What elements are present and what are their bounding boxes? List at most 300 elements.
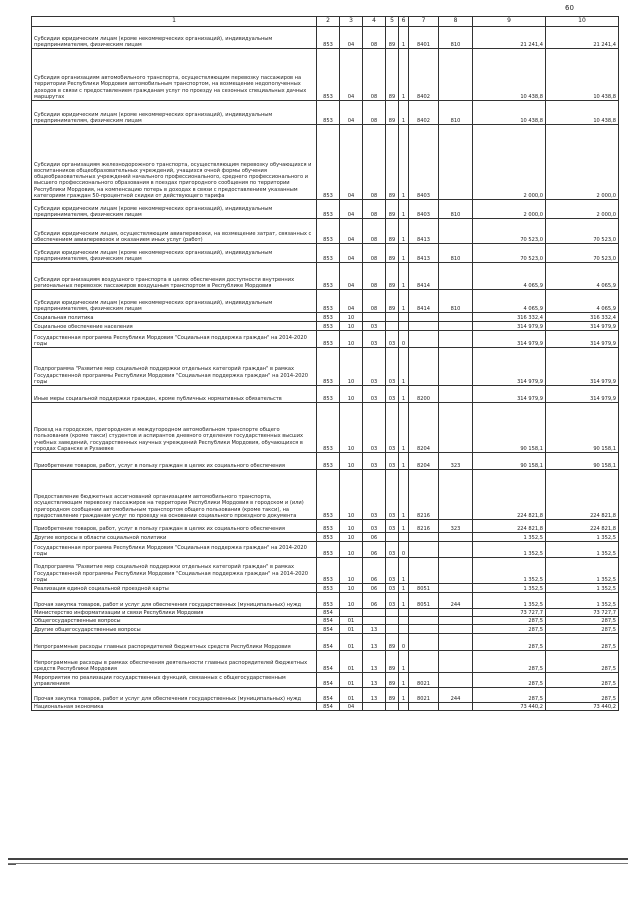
budget-item-name: Прочая закупка товаров, работ и услуг для обеспечения государственных (муниципальных) нужд [32, 593, 317, 609]
amount-cell: 287,5 [473, 651, 546, 673]
table-row [32, 49, 619, 101]
admin-code: 853 [317, 584, 340, 593]
table-row [32, 470, 619, 520]
admin-code: 853 [317, 453, 340, 470]
program-code: 89 [386, 219, 399, 244]
amount-cell: 314 979,9 [473, 331, 546, 348]
expense-type-code: 810 [439, 200, 473, 219]
amount-cell: 314 979,9 [546, 322, 619, 331]
section-code: 10 [340, 348, 363, 386]
amount-cell: 70 523,0 [546, 219, 619, 244]
amount-cell: 314 979,9 [546, 348, 619, 386]
subsection-code: 13 [363, 673, 386, 688]
bottom-rule [8, 858, 628, 864]
expense-type-code: 810 [439, 244, 473, 263]
subprogram-code: 1 [399, 263, 409, 290]
expense-type-code [439, 348, 473, 386]
expense-type-code [439, 584, 473, 593]
amount-cell: 287,5 [473, 688, 546, 703]
subprogram-code [399, 313, 409, 322]
budget-item-name: Субсидии юридическим лицам, осуществляющим авиаперевозки, на возмещение затрат, связанных с обеспечением авиаперевозок и оказанием иных услуг (работ) [32, 219, 317, 244]
expense-type-code [439, 533, 473, 542]
admin-code: 854 [317, 673, 340, 688]
section-code: 04 [340, 27, 363, 49]
section-code: 01 [340, 651, 363, 673]
expense-type-code [439, 49, 473, 101]
amount-cell: 1 352,5 [546, 558, 619, 584]
program-code: 03 [386, 453, 399, 470]
budget-item-name: Субсидии юридическим лицам (кроме некоммерческих организаций), индивидуальным предпринимателям, физическим лицам [32, 244, 317, 263]
admin-code: 854 [317, 617, 340, 625]
section-code: 10 [340, 542, 363, 558]
expense-type-code [439, 558, 473, 584]
budget-item-name: Субсидия организациям автомобильного транспорта, осуществляющим перевозку пассажиров на территории Республики Мордовия автомобильным транспортом, на возмещение недополученных доходов в связи с предоставлением гражданам услуг по проезду на сезонных специальных дачных маршрутах [32, 49, 317, 101]
amount-cell: 287,5 [473, 673, 546, 688]
budget-item-name: Мероприятия по реализации государственных функций, связанных с общегосударственным управлением [32, 673, 317, 688]
amount-cell: 90 158,1 [473, 403, 546, 453]
program-code: 03 [386, 584, 399, 593]
section-code: 01 [340, 688, 363, 703]
amount-cell: 314 979,9 [546, 331, 619, 348]
program-code: 89 [386, 290, 399, 313]
direction-code: 8402 [409, 49, 439, 101]
subprogram-code: 1 [399, 348, 409, 386]
subprogram-code [399, 533, 409, 542]
direction-code: 8021 [409, 673, 439, 688]
budget-item-name: Социальная политика [32, 313, 317, 322]
expense-type-code [439, 609, 473, 617]
direction-code [409, 533, 439, 542]
subprogram-code: 1 [399, 49, 409, 101]
subsection-code: 08 [363, 200, 386, 219]
subsection-code: 03 [363, 348, 386, 386]
budget-item-name: Другие вопросы в области социальной политики [32, 533, 317, 542]
amount-cell: 10 438,8 [473, 49, 546, 101]
program-code: 03 [386, 348, 399, 386]
amount-cell: 73 440,2 [546, 703, 619, 711]
subsection-code: 03 [363, 386, 386, 403]
subsection-code: 08 [363, 263, 386, 290]
budget-item-name: Субсидии юридическим лицам (кроме некоммерческих организаций), индивидуальным предпринимателям, физическим лицам [32, 27, 317, 49]
budget-item-name: Непрограммные расходы главных распорядителей бюджетных средств Республики Мордовия [32, 634, 317, 651]
section-code: 10 [340, 533, 363, 542]
program-code [386, 617, 399, 625]
direction-code [409, 313, 439, 322]
admin-code: 853 [317, 313, 340, 322]
expense-type-code: 244 [439, 593, 473, 609]
direction-code [409, 558, 439, 584]
budget-item-name: Государственная программа Республики Мордовия "Социальная поддержка граждан" на 2014-2020 годы [32, 331, 317, 348]
subprogram-code [399, 703, 409, 711]
section-code: 10 [340, 520, 363, 533]
table-row [32, 617, 619, 625]
expense-type-code [439, 125, 473, 200]
budget-item-name: Социальное обеспечение населения [32, 322, 317, 331]
program-code [386, 609, 399, 617]
table-row [32, 263, 619, 290]
admin-code: 853 [317, 520, 340, 533]
direction-code: 8403 [409, 125, 439, 200]
amount-cell: 1 352,5 [546, 533, 619, 542]
section-code: 10 [340, 453, 363, 470]
program-code: 89 [386, 27, 399, 49]
subprogram-code: 1 [399, 290, 409, 313]
subsection-code [363, 617, 386, 625]
subsection-code: 08 [363, 290, 386, 313]
amount-cell: 1 352,5 [473, 542, 546, 558]
header-cell: 4 [363, 17, 386, 27]
direction-code: 8204 [409, 453, 439, 470]
admin-code: 853 [317, 542, 340, 558]
header-cell: 10 [546, 17, 619, 27]
admin-code: 853 [317, 470, 340, 520]
section-code: 04 [340, 244, 363, 263]
table-row [32, 290, 619, 313]
subsection-code: 08 [363, 101, 386, 125]
budget-item-name: Национальная экономика [32, 703, 317, 711]
amount-cell: 224 821,8 [473, 520, 546, 533]
header-row [32, 17, 619, 27]
amount-cell: 287,5 [546, 651, 619, 673]
amount-cell: 70 523,0 [546, 244, 619, 263]
subsection-code: 13 [363, 625, 386, 634]
expense-type-code: 810 [439, 27, 473, 49]
section-code: 10 [340, 593, 363, 609]
amount-cell: 314 979,9 [473, 386, 546, 403]
table-row [32, 558, 619, 584]
program-code: 89 [386, 200, 399, 219]
direction-code [409, 348, 439, 386]
section-code: 04 [340, 703, 363, 711]
admin-code: 853 [317, 558, 340, 584]
expense-type-code [439, 625, 473, 634]
header-cell: 8 [439, 17, 473, 27]
direction-code: 8401 [409, 27, 439, 49]
section-code: 04 [340, 200, 363, 219]
table-body [32, 27, 619, 711]
admin-code: 853 [317, 403, 340, 453]
amount-cell: 70 523,0 [473, 219, 546, 244]
amount-cell: 287,5 [546, 634, 619, 651]
budget-item-name: Непрограммные расходы в рамках обеспечения деятельности главных распорядителей бюджетных средств Республики Мордовия [32, 651, 317, 673]
section-code: 10 [340, 558, 363, 584]
subsection-code: 03 [363, 453, 386, 470]
amount-cell: 1 352,5 [473, 558, 546, 584]
program-code: 03 [386, 470, 399, 520]
subsection-code: 03 [363, 322, 386, 331]
amount-cell: 1 352,5 [546, 584, 619, 593]
amount-cell: 314 979,9 [546, 386, 619, 403]
amount-cell: 316 332,4 [546, 313, 619, 322]
subsection-code: 13 [363, 634, 386, 651]
subprogram-code: 1 [399, 27, 409, 49]
budget-item-name: Субсидии организациям железнодорожного транспорта, осуществляющим перевозку обучающихся и воспитанников общеобразовательных учреждений, учащихся очной формы обучения общеобразовательных учреждений начального профессионального, среднего профессионального и высшего профессионального образования в поездах пригородного сообщения по территории Республики Мордовия, на компенсацию потерь в доходах в связи с предоставлением указанным категориям граждан 50-процентной скидки от действующего тарифа [32, 125, 317, 200]
admin-code: 854 [317, 634, 340, 651]
admin-code: 853 [317, 219, 340, 244]
program-code: 03 [386, 593, 399, 609]
expense-type-code [439, 322, 473, 331]
subsection-code: 06 [363, 558, 386, 584]
table-row [32, 125, 619, 200]
amount-cell: 314 979,9 [473, 322, 546, 331]
amount-cell: 73 727,7 [546, 609, 619, 617]
program-code: 03 [386, 542, 399, 558]
amount-cell: 2 000,0 [473, 200, 546, 219]
table-row [32, 593, 619, 609]
table-row [32, 625, 619, 634]
table-row [32, 520, 619, 533]
subsection-code: 08 [363, 49, 386, 101]
direction-code: 8402 [409, 101, 439, 125]
subprogram-code: 1 [399, 453, 409, 470]
section-code: 04 [340, 263, 363, 290]
expense-type-code [439, 542, 473, 558]
amount-cell: 73 727,7 [473, 609, 546, 617]
budget-item-name: Министерство информатизации и связи Республики Мордовия [32, 609, 317, 617]
amount-cell: 287,5 [546, 617, 619, 625]
direction-code [409, 651, 439, 673]
subsection-code [363, 609, 386, 617]
amount-cell: 73 440,2 [473, 703, 546, 711]
subprogram-code: 1 [399, 651, 409, 673]
amount-cell: 1 352,5 [473, 533, 546, 542]
amount-cell: 314 979,9 [473, 348, 546, 386]
admin-code: 854 [317, 609, 340, 617]
section-code: 10 [340, 584, 363, 593]
budget-item-name: Субсидии организациям воздушного транспорта в целях обеспечения доступности внутренних региональных перевозок пассажиров воздушным транспортом в Республике Мордовия [32, 263, 317, 290]
program-code [386, 313, 399, 322]
section-code: 10 [340, 403, 363, 453]
subprogram-code: 1 [399, 403, 409, 453]
expense-type-code [439, 651, 473, 673]
subsection-code: 06 [363, 533, 386, 542]
program-code: 89 [386, 125, 399, 200]
direction-code: 8200 [409, 386, 439, 403]
direction-code [409, 542, 439, 558]
amount-cell: 70 523,0 [473, 244, 546, 263]
table-row [32, 244, 619, 263]
subsection-code: 03 [363, 403, 386, 453]
section-code: 04 [340, 219, 363, 244]
subsection-code: 03 [363, 520, 386, 533]
section-code: 01 [340, 673, 363, 688]
budget-item-name: Иные меры социальной поддержки граждан, кроме публичных нормативных обязательств [32, 386, 317, 403]
header-cell: 9 [473, 17, 546, 27]
admin-code: 853 [317, 27, 340, 49]
subsection-code: 06 [363, 593, 386, 609]
expense-type-code [439, 617, 473, 625]
expense-type-code [439, 470, 473, 520]
program-code: 03 [386, 403, 399, 453]
amount-cell: 90 158,1 [473, 453, 546, 470]
subprogram-code: 1 [399, 125, 409, 200]
direction-code: 8413 [409, 244, 439, 263]
subprogram-code [399, 609, 409, 617]
program-code: 89 [386, 688, 399, 703]
direction-code [409, 634, 439, 651]
section-code: 04 [340, 290, 363, 313]
subprogram-code: 1 [399, 219, 409, 244]
section-code: 04 [340, 49, 363, 101]
section-code: 01 [340, 625, 363, 634]
table-row [32, 322, 619, 331]
section-code: 10 [340, 331, 363, 348]
expense-type-code [439, 673, 473, 688]
admin-code: 853 [317, 200, 340, 219]
amount-cell: 287,5 [473, 625, 546, 634]
section-code: 10 [340, 386, 363, 403]
section-code: 10 [340, 322, 363, 331]
direction-code: 8414 [409, 290, 439, 313]
program-code [386, 533, 399, 542]
budget-item-name: Предоставление бюджетных ассигнований организациям автомобильного транспорта, осуществляющим перевозку пассажиров на территории Республики Мордовия в городском и (или) пригородном сообщении автомобильным транспортом общего пользования (кроме такси), на предоставление гражданам услуг по проезду на основании социального проездного документа [32, 470, 317, 520]
table-row [32, 651, 619, 673]
subprogram-code: 0 [399, 331, 409, 348]
amount-cell: 90 158,1 [546, 403, 619, 453]
expense-type-code [439, 634, 473, 651]
direction-code: 8051 [409, 593, 439, 609]
direction-code [409, 625, 439, 634]
program-code [386, 703, 399, 711]
admin-code: 853 [317, 593, 340, 609]
program-code: 03 [386, 331, 399, 348]
admin-code: 853 [317, 322, 340, 331]
admin-code: 854 [317, 703, 340, 711]
subsection-code: 13 [363, 688, 386, 703]
amount-cell: 4 065,9 [473, 263, 546, 290]
amount-cell: 4 065,9 [546, 290, 619, 313]
amount-cell: 10 438,8 [546, 101, 619, 125]
program-code: 03 [386, 520, 399, 533]
admin-code: 853 [317, 331, 340, 348]
subprogram-code: 0 [399, 542, 409, 558]
direction-code [409, 331, 439, 348]
amount-cell: 21 241,4 [546, 27, 619, 49]
amount-cell: 287,5 [473, 617, 546, 625]
admin-code: 854 [317, 625, 340, 634]
expense-type-code: 810 [439, 290, 473, 313]
subprogram-code: 1 [399, 200, 409, 219]
expense-type-code [439, 386, 473, 403]
program-code: 89 [386, 244, 399, 263]
expense-type-code [439, 403, 473, 453]
header-cell: 7 [409, 17, 439, 27]
expense-type-code [439, 331, 473, 348]
section-code: 01 [340, 617, 363, 625]
table-row [32, 453, 619, 470]
subsection-code: 03 [363, 331, 386, 348]
table-row [32, 200, 619, 219]
admin-code: 853 [317, 263, 340, 290]
subprogram-code [399, 617, 409, 625]
amount-cell: 316 332,4 [473, 313, 546, 322]
direction-code [409, 703, 439, 711]
expense-type-code [439, 313, 473, 322]
table-row [32, 609, 619, 617]
budget-item-name: Приобретение товаров, работ, услуг в пользу граждан в целях их социального обеспечения [32, 453, 317, 470]
amount-cell: 287,5 [546, 625, 619, 634]
admin-code: 853 [317, 125, 340, 200]
amount-cell: 224 821,8 [546, 520, 619, 533]
direction-code [409, 322, 439, 331]
table-row [32, 386, 619, 403]
direction-code: 8414 [409, 263, 439, 290]
section-code: 10 [340, 470, 363, 520]
header-cell: 6 [399, 17, 409, 27]
admin-code: 853 [317, 244, 340, 263]
table-row [32, 331, 619, 348]
budget-item-name: Приобретение товаров, работ, услуг в пользу граждан в целях их социального обеспечения [32, 520, 317, 533]
expense-type-code: 323 [439, 453, 473, 470]
program-code: 03 [386, 386, 399, 403]
amount-cell: 10 438,8 [546, 49, 619, 101]
section-code [340, 609, 363, 617]
header-cell: 3 [340, 17, 363, 27]
section-code: 04 [340, 125, 363, 200]
program-code [386, 625, 399, 634]
amount-cell: 10 438,8 [473, 101, 546, 125]
expense-type-code [439, 219, 473, 244]
table-row [32, 533, 619, 542]
direction-code: 8216 [409, 470, 439, 520]
admin-code: 853 [317, 49, 340, 101]
admin-code: 853 [317, 386, 340, 403]
admin-code: 853 [317, 533, 340, 542]
amount-cell: 287,5 [473, 634, 546, 651]
table-row [32, 101, 619, 125]
amount-cell: 1 352,5 [546, 542, 619, 558]
subprogram-code: 1 [399, 593, 409, 609]
subsection-code: 08 [363, 27, 386, 49]
direction-code [409, 609, 439, 617]
subsection-code [363, 313, 386, 322]
budget-item-name: Реализация единой социальной проездной карты [32, 584, 317, 593]
table-row [32, 703, 619, 711]
expense-type-code: 244 [439, 688, 473, 703]
direction-code: 8021 [409, 688, 439, 703]
bottom-rule-mark [8, 864, 16, 865]
subsection-code: 06 [363, 584, 386, 593]
amount-cell: 4 065,9 [546, 263, 619, 290]
budget-item-name: Подпрограмма "Развитие мер социальной поддержки отдельных категорий граждан" в рамках Государственной программы Республики Мордовия "Социальная поддержка граждан" на 2014-2020 годы [32, 558, 317, 584]
direction-code [409, 617, 439, 625]
amount-cell: 21 241,4 [473, 27, 546, 49]
subsection-code: 13 [363, 651, 386, 673]
budget-item-name: Государственная программа Республики Мордовия "Социальная поддержка граждан" на 2014-2020 годы [32, 542, 317, 558]
section-code: 01 [340, 634, 363, 651]
budget-item-name: Подпрограмма "Развитие мер социальной поддержки отдельных категорий граждан" в рамках Государственной программы Республики Мордовия "Социальная поддержка граждан" на 2014-2020 годы [32, 348, 317, 386]
table-row [32, 688, 619, 703]
section-code: 04 [340, 101, 363, 125]
amount-cell: 2 000,0 [473, 125, 546, 200]
amount-cell: 224 821,8 [473, 470, 546, 520]
amount-cell: 90 158,1 [546, 453, 619, 470]
subprogram-code: 1 [399, 688, 409, 703]
admin-code: 853 [317, 348, 340, 386]
direction-code: 8403 [409, 200, 439, 219]
expense-type-code [439, 703, 473, 711]
amount-cell: 2 000,0 [546, 125, 619, 200]
subprogram-code [399, 625, 409, 634]
expense-type-code: 323 [439, 520, 473, 533]
table-row [32, 542, 619, 558]
amount-cell: 224 821,8 [546, 470, 619, 520]
budget-item-name: Субсидии юридическим лицам (кроме некоммерческих организаций), индивидуальным предпринимателям, физическим лицам [32, 101, 317, 125]
subprogram-code: 0 [399, 634, 409, 651]
budget-item-name: Другие общегосударственные вопросы [32, 625, 317, 634]
budget-item-name: Субсидии юридическим лицам (кроме некоммерческих организаций), индивидуальным предпринимателям, физическим лицам [32, 290, 317, 313]
subsection-code: 06 [363, 542, 386, 558]
